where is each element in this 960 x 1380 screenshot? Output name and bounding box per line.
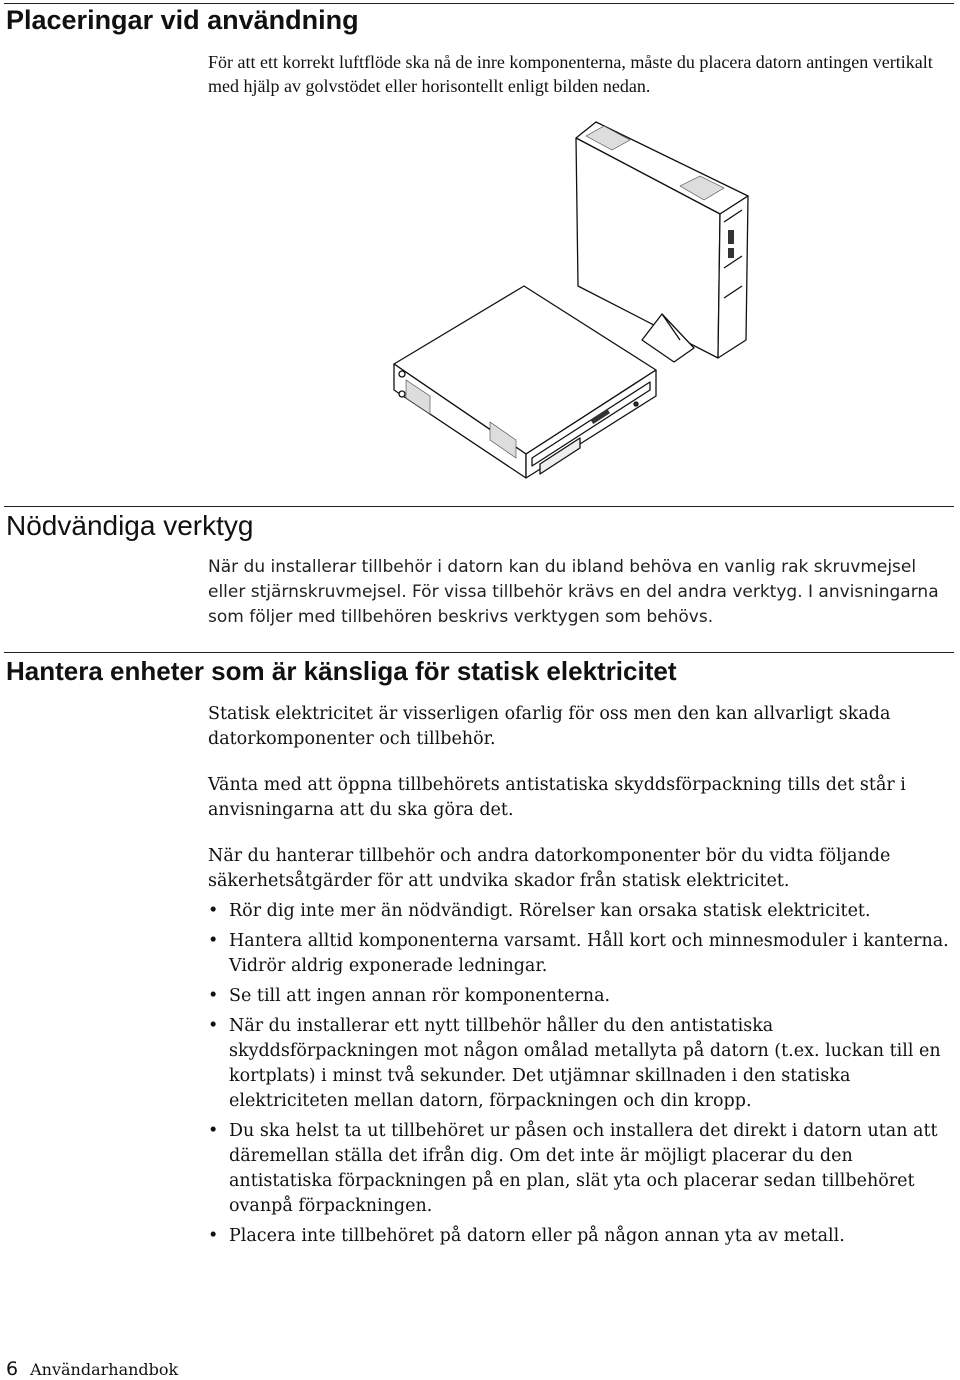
bullet-icon: • (208, 1121, 219, 1141)
tower-front (718, 196, 748, 358)
heading-static: Hantera enheter som är känsliga för statisk elektricitet (6, 656, 677, 686)
static-paragraph-1: Statisk elektricitet är visserligen ofarlig för oss men den kan allvarligt skada datorkomponenter och tillbehör. (208, 704, 891, 749)
placement-text: För att ett korrekt luftflöde ska nå de inre komponenterna, måste du placera datorn antingen vertikalt med hjälp av golvstödet eller horisontellt enligt bilden nedan. (208, 52, 933, 96)
bullet-icon: • (208, 986, 219, 1006)
list-item: • Du ska helst ta ut tillbehöret ur påsen och installera det direkt i datorn utan att däremellan ställa det ifrån dig. Om det inte är möjligt placerar du den antistatiska förpackningen på en plan, slät yta och placerar sedan tillbehöret ovanpå förpackningen. (208, 1121, 938, 1216)
list-item: • Placera inte tillbehöret på datorn eller på någon annan yta av metall. (208, 1224, 953, 1249)
page-number: 6 (6, 1358, 19, 1380)
tools-text: När du installerar tillbehör i datorn kan du ibland behöva en vanlig rak skruvmejsel eller stjärnskruvmejsel. För vissa tillbehör krävs en del andra verktyg. I anvisningarna som följer med tillbehören beskrivs verktygen som behövs. (208, 557, 939, 627)
list-item: • Hantera alltid komponenterna varsamt. Håll kort och minnesmoduler i kanterna. Vidrör aldrig exponerade ledningar. (208, 931, 949, 976)
heading-placement: Placeringar vid användning (6, 5, 359, 35)
static-paragraph-3: När du hanterar tillbehör och andra datorkomponenter bör du vidta följande säkerhetsåtgärder för att undvika skador från statisk elektricitet. (208, 846, 891, 891)
list-item: • När du installerar ett nytt tillbehör håller du den antistatiska skyddsförpackningen mot någon omålad metallyta på datorn (t.ex. luckan till en kortplats) i minst två sekunder. Det utjämnar skillnaden i den statiska elektriciteten mellan datorn, förpackningen och din kropp. (208, 1016, 941, 1111)
static-paragraph-2: Vänta med att öppna tillbehörets antistatiska skyddsförpackning tills det står i anvisningarna att du ska göra det. (208, 775, 906, 820)
section-rule (4, 652, 954, 653)
computer-placement-illustration (380, 118, 760, 490)
bullet-icon: • (208, 901, 219, 921)
page-footer (6, 1358, 178, 1380)
bullet-icon: • (208, 1226, 219, 1246)
bullet-icon: • (208, 931, 219, 951)
list-item: • Se till att ingen annan rör komponenterna. (208, 984, 953, 1009)
list-item: • Rör dig inte mer än nödvändigt. Rörelser kan orsaka statisk elektricitet. (208, 899, 953, 924)
book-title: Användarhandbok (30, 1360, 179, 1379)
desktop-top (394, 286, 656, 454)
heading-tools: Nödvändiga verktyg (6, 510, 254, 541)
precaution-list (208, 899, 953, 1254)
bullet-icon: • (208, 1016, 219, 1036)
section-rule (4, 506, 954, 507)
section-rule (4, 3, 954, 4)
